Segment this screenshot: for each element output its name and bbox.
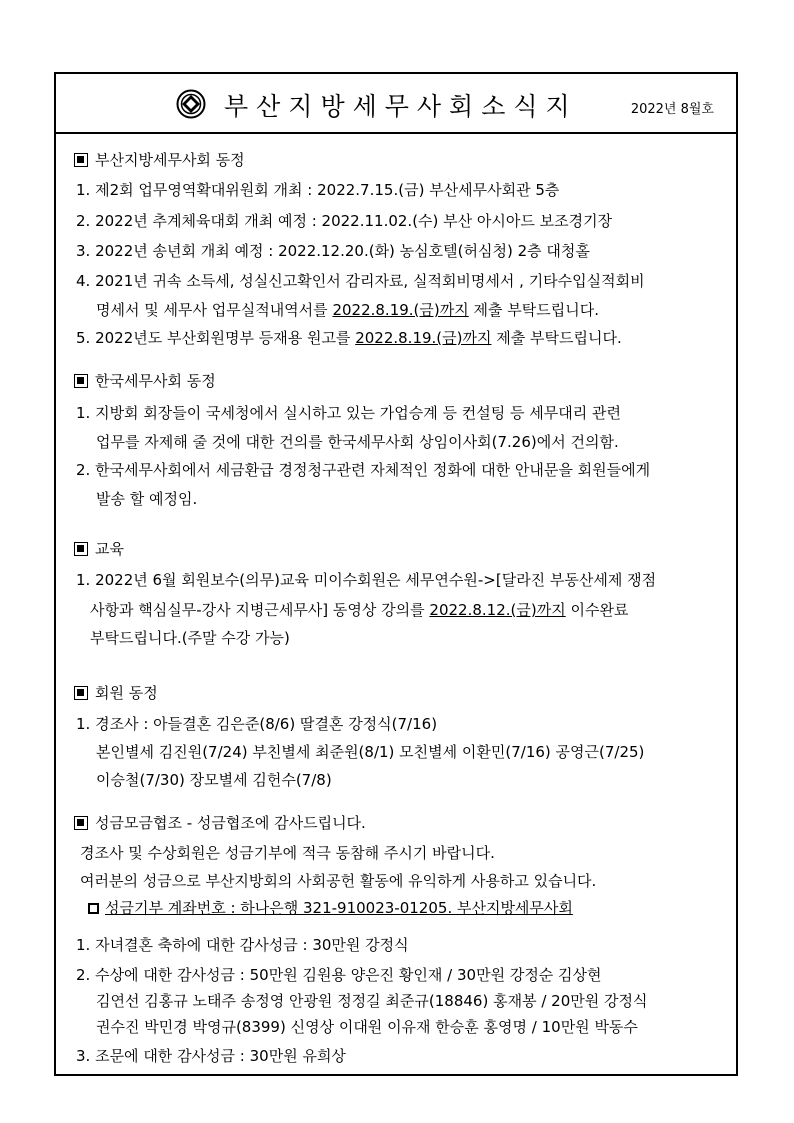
heading-text: 부산지방세무사회 동정 [95, 151, 245, 169]
list-item: 2. 2022년 추계체육대회 개최 예정 : 2022.11.02.(수) 부산 아시아드 보조경기장 [76, 212, 613, 230]
list-item: 1. 제2회 업무영역확대위원회 개최 : 2022.7.15.(금) 부산세무사회관 5층 [76, 181, 560, 199]
deadline-underlined: 2022.8.12.(금)까지 [429, 601, 566, 619]
section-heading-donation [74, 813, 366, 833]
list-item-continued: 이승철(7/30) 장모별세 김헌수(7/8) [96, 771, 332, 789]
square-bullet-icon [88, 903, 99, 914]
page-title: 부산지방세무사회소식지 [224, 92, 578, 121]
bank-account: 성금기부 계좌번호 : 하나은행 321-910023-01205. 부산지방세무사회 [105, 899, 573, 917]
list-item: 1. 지방회 회장들이 국세청에서 실시하고 있는 가업승계 등 컨설팅 등 세무대리 관련 [76, 404, 621, 422]
list-item-continued: 부탁드립니다.(주말 수강 가능) [90, 629, 290, 647]
checkbox-filled-icon [74, 686, 88, 700]
section-heading-members [74, 683, 158, 703]
heading-text: 회원 동정 [95, 684, 158, 702]
list-item: 1. 자녀결혼 축하에 대한 감사성금 : 30만원 강정식 [76, 936, 409, 954]
list-item [76, 328, 622, 348]
list-item: 1. 2022년 6월 회원보수(의무)교육 미이수회원은 세무연수원->[달라진 부동산세제 쟁점 [76, 571, 657, 589]
text: 제출 부탁드립니다. [491, 329, 622, 347]
checkbox-filled-icon [74, 374, 88, 388]
text: 이수완료 [565, 601, 629, 619]
text: 명세서 및 세무사 업무실적내역서를 [96, 301, 333, 319]
heading-text: 교육 [95, 540, 124, 558]
list-item: 1. 경조사 : 아들결혼 김은준(8/6) 딸결혼 강정식(7/16) [76, 715, 438, 733]
list-item: 2. 수상에 대한 감사성금 : 50만원 김원용 양은진 황인재 / 30만원 강정순 김상현 [76, 966, 602, 984]
checkbox-filled-icon [74, 153, 88, 167]
list-item: 4. 2021년 귀속 소득세, 성실신고확인서 감리자료, 실적회비명세서 , 기타수입실적회비 [76, 272, 645, 290]
issue-date: 2022년 8월호 [630, 102, 714, 117]
deadline-underlined: 2022.8.19.(금)까지 [355, 329, 492, 347]
paragraph: 여러분의 성금으로 부산지방회의 사회공헌 활동에 유익하게 사용하고 있습니다. [80, 872, 597, 890]
text: 사항과 핵심실무-강사 지병근세무사] 동영상 강의를 [90, 601, 430, 619]
list-item-continued: 발송 할 예정임. [96, 490, 198, 508]
text: 5. 2022년도 부산회원명부 등재용 원고를 [76, 329, 356, 347]
section-heading-korea [74, 371, 216, 391]
list-item: 2. 한국세무사회에서 세금환급 경정청구관련 자체적인 정화에 대한 안내문을 회원들에게 [76, 461, 651, 479]
deadline-underlined: 2022.8.19.(금)까지 [332, 301, 469, 319]
paragraph: 경조사 및 수상회원은 성금기부에 적극 동참해 주시기 바랍니다. [80, 844, 495, 862]
newsletter-header [56, 74, 736, 134]
heading-text: 한국세무사회 동정 [95, 372, 216, 390]
checkbox-filled-icon [74, 816, 88, 830]
list-item-continued: 김연선 김홍규 노태주 송정영 안광원 정정길 최준규(18846) 홍재봉 / 20만원 강정식 [96, 992, 648, 1010]
checkbox-filled-icon [74, 542, 88, 556]
list-item-continued: 업무를 자제해 줄 것에 대한 건의를 한국세무사회 상임이사회(7.26)에서 건의함. [96, 433, 619, 451]
section-heading-education [74, 539, 124, 559]
list-item-continued [96, 300, 599, 320]
list-item-continued: 본인별세 김진원(7/24) 부친별세 최준원(8/1) 모친별세 이환민(7/16) 공영근(7/25) [96, 743, 645, 761]
list-item: 3. 2022년 송년회 개최 예정 : 2022.12.20.(화) 농심호텔(허심청) 2층 대청홀 [76, 242, 590, 260]
bank-account-line [88, 898, 573, 918]
association-logo-icon [176, 89, 206, 119]
section-heading-busan [74, 150, 245, 170]
text: 제출 부탁드립니다. [468, 301, 599, 319]
list-item-continued: 권수진 박민경 박영규(8399) 신영상 이대원 이유재 한승훈 홍영명 / 10만원 박동수 [96, 1018, 638, 1036]
list-item: 3. 조문에 대한 감사성금 : 30만원 유희상 [76, 1047, 346, 1065]
list-item-continued [90, 600, 628, 620]
heading-text: 성금모금협조 - 성금협조에 감사드립니다. [95, 814, 366, 832]
